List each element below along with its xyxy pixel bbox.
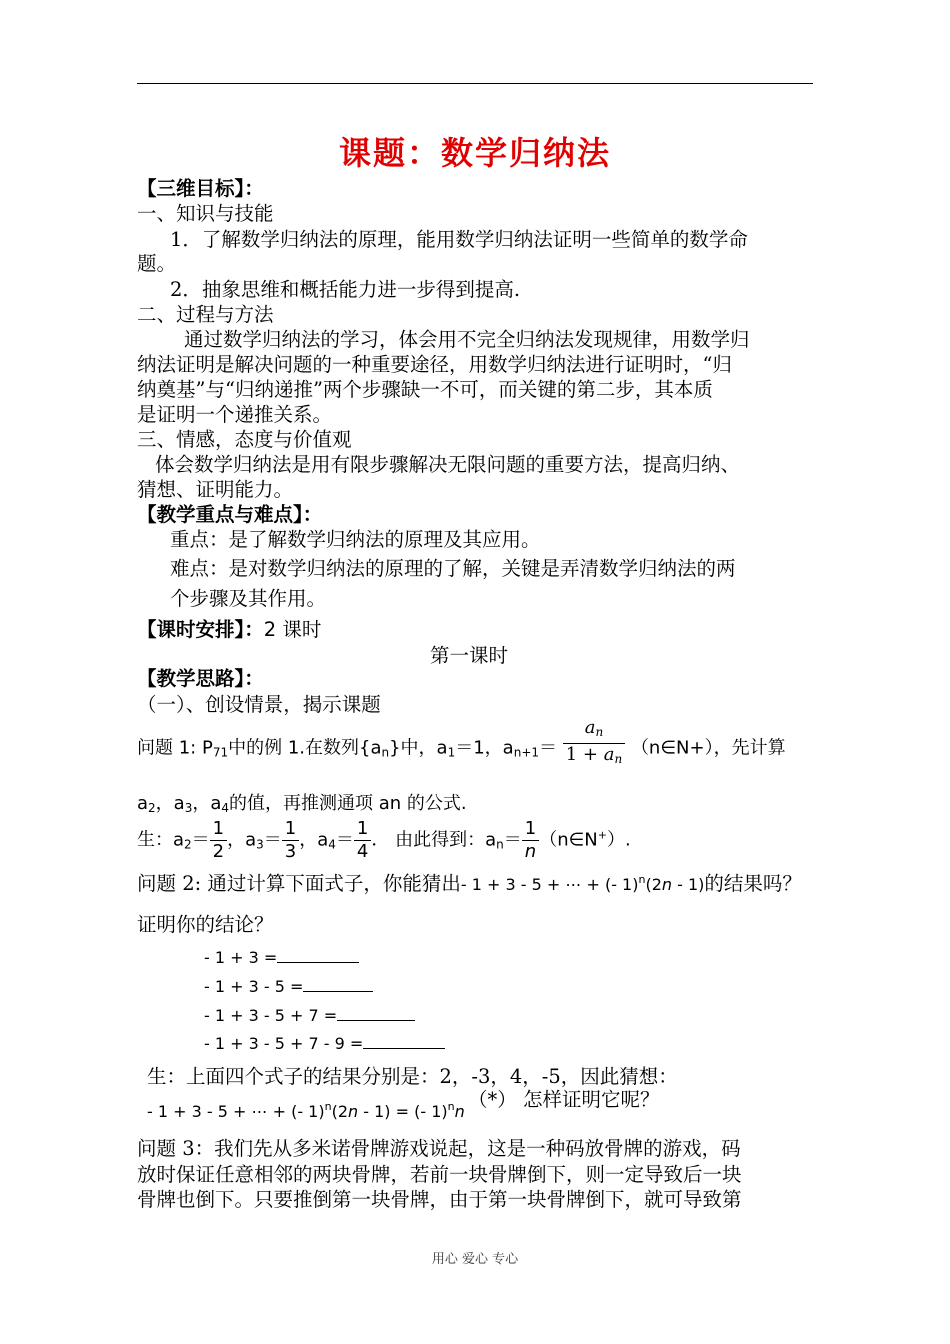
q2-text-a: 问题 2: 通过计算下面式子，你能猜出 [137,872,461,895]
q2-series-formula: - 1 + 3 - 5 + ⋯ + (- 1)$^n$(2n - 1) [460,873,705,894]
exercise-1 [204,946,359,967]
exercise-4-expr: - 1 + 3 - 5 + 7 - 9 = [204,1034,364,1053]
goal-1-line-1: 1．了解数学归纳法的原理，能用数学归纳法证明一些简单的数学命 [170,228,748,251]
difficulty-line-1: 难点：是对数学归纳法的原理的了解，关键是弄清数学归纳法的两 [170,557,736,580]
question-3-line-3: 骨牌也倒下。只要推倒第一块骨牌，由于第一块骨牌倒下，就可导致第 [137,1188,742,1211]
schedule-line [137,617,321,643]
exercise-2-blank [303,975,373,992]
difficulty-line-2: 个步骤及其作用。 [170,587,327,610]
exercise-3-blank [337,1004,415,1021]
schedule-value: 2 课时 [263,618,322,641]
answer-1: 生：$a_2=$ $\frac{1}{2}$ ，$a_3=$ $\frac{1}{3}$ ，$a_4=$ $\frac{1}{4}$ ． 由此得到：$a_n=$ $\frac{1}{n}$ （n∈N+）. [137,818,631,862]
lesson-label: 第一课时 [430,644,509,667]
header-rule [137,83,813,84]
goal-heading-3: 三、情感，态度与价值观 [137,428,352,451]
section-heading-goals: 【三维目标】： [137,177,264,200]
q1-sub-71: 71 [212,745,229,760]
q1-text-g: 的值，再推测通项 an 的公式. [229,793,467,814]
goal-2-line-2: 纳法证明是解决问题的一种重要途径，用数学归纳法进行证明时，“归 [137,353,732,376]
goal-2-line-4: 是证明一个递推关系。 [137,403,333,426]
goal-2-line-1: 通过数学归纳法的学习，体会用不完全归纳法发现规律，用数学归 [184,328,750,351]
question-3-line-1: 问题 3：我们先从多米诺骨牌游戏说起，这是一种码放骨牌的游戏，码 [137,1137,741,1160]
q1-sub-n: n [381,745,390,760]
q1-sub-n1: n+1 [513,745,540,760]
exercise-2-expr: - 1 + 3 - 5 = [204,977,304,996]
q2-text-b: 的结果吗？ [704,872,802,895]
conjecture-formula: - 1 + 3 - 5 + ⋯ + (- 1)$^n$(2n - 1) = (- 1)$^n$n [147,1100,465,1121]
goal-3-line-1: 体会数学归纳法是用有限步骤解决无限问题的重要方法，提高归纳、 [155,453,741,476]
fraction-quarter: $\frac{1}{4}$ [354,818,371,863]
goal-3-line-2: 猜想、证明能力。 [137,478,294,501]
section-heading-idea: 【教学思路】： [137,667,264,690]
q1-text-a: 问题 1: P [137,737,213,759]
exercise-2 [204,975,373,996]
a1-text-b: 由此得到：a [395,829,497,851]
q1-text-d: ＝1，a [455,737,514,759]
goal-heading-1: 一、知识与技能 [137,202,274,225]
answer-2: 生：上面四个式子的结果分别是：2，-3，4，-5，因此猜想： [147,1065,678,1088]
exercise-1-blank [277,946,359,963]
q1-text-f: （n∈N+），先计算 [630,737,786,759]
q1-text-c: }中，a [389,737,448,759]
question-1-line-2: $a_2$，$a_3$，$a_4$的值，再推测通项 an 的公式. [137,793,467,815]
a1-text-a: 生：a [137,829,185,851]
exercise-3 [204,1004,415,1025]
section-heading-time: 【课时安排】： [137,618,264,641]
page-footer: 用心 爱心 专心 [431,1252,519,1267]
page-title: 课题：数学归纳法 [338,134,611,172]
exercise-3-expr: - 1 + 3 - 5 + 7 = [204,1006,338,1025]
fraction-one-over-n: $\frac{1}{n}$ [522,818,539,863]
goal-1-line-2: 题。 [137,252,177,275]
q1-sub-1: 1 [447,745,456,760]
question-2-line-1 [137,867,802,898]
a1-text-d: ）. [606,829,631,851]
exercise-4-blank [363,1032,445,1049]
conjecture-question: （*） 怎样证明它呢？ [468,1088,660,1111]
goal-1-item-2: 2．抽象思维和概括能力进一步得到提高. [170,278,521,301]
question-3-line-2: 放时保证任意相邻的两块骨牌，若前一块骨牌倒下，则一定导致后一块 [137,1163,742,1186]
goal-heading-2: 二、过程与方法 [137,303,274,326]
question-2-line-2: 证明你的结论？ [137,913,274,936]
q1-text-b: 中的例 1.在数列{a [228,737,382,759]
part-1-heading: （一）、创设情景，揭示课题 [137,693,381,716]
fraction-third: $\frac{1}{3}$ [282,818,299,863]
q1-text-e: ＝ [539,737,558,759]
question-1-line-1 [137,717,786,770]
goal-2-line-3: 纳奠基”与“归纳递推”两个步骤缺一不可，而关键的第二步，其本质 [137,378,713,401]
a1-text-c: （n∈N [539,829,598,851]
exercise-4 [204,1032,445,1053]
exercise-1-expr: - 1 + 3 = [204,948,278,967]
section-heading-key: 【教学重点与难点】： [137,503,323,526]
fraction-half: $\frac{1}{2}$ [210,818,227,863]
q1-fraction: $\frac{a_n}{1 + a_n}$ [563,717,625,770]
key-point: 重点：是了解数学归纳法的原理及其应用。 [170,528,541,551]
